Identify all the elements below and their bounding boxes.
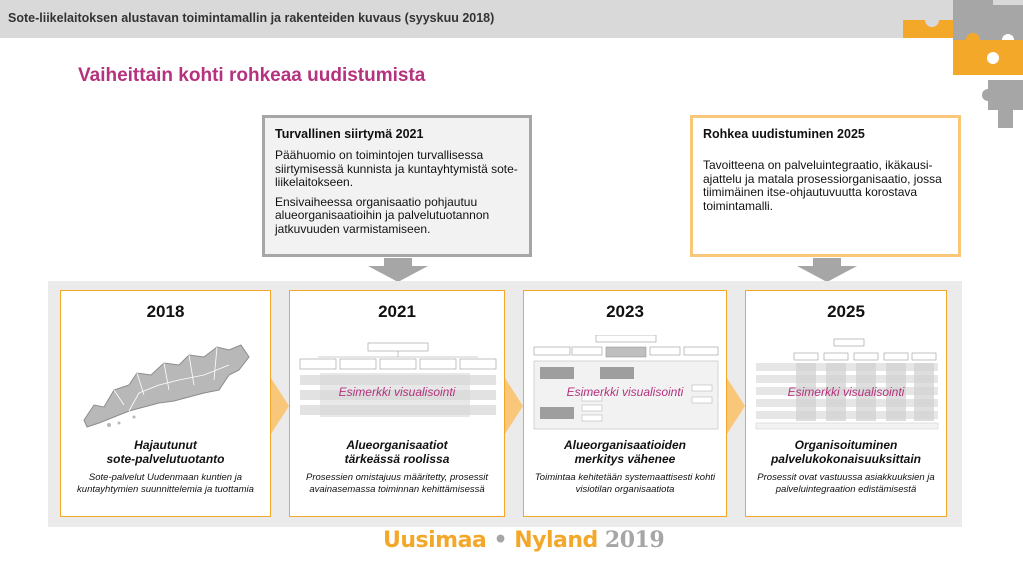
logo-year: 2019 (604, 527, 665, 553)
chevron-right-icon (505, 378, 523, 434)
card-title-line: Hajautunut (134, 438, 197, 452)
card-title-line: Organisoituminen (794, 438, 898, 452)
visual-placeholder-label: Esimerkki visualisointi (566, 385, 684, 399)
callout-title: Rohkea uudistuminen 2025 (703, 127, 865, 141)
card-title-line: Alueorganisaatioiden (563, 438, 687, 452)
document-title: Sote-liikelaitoksen alustavan toimintamallin ja rakenteiden kuvaus (syyskuu 2018) (8, 11, 495, 25)
timeline-card-2021 (289, 290, 505, 517)
down-arrow-icon (795, 258, 859, 282)
card-year: 2025 (827, 302, 865, 321)
card-description: Prosessien omistajuus määritetty, prosessit avainasemassa toiminnan kehittämisessä (306, 472, 488, 495)
visual-placeholder-label: Esimerkki visualisointi (338, 385, 456, 399)
callout-title: Turvallinen siirtymä 2021 (275, 127, 424, 141)
callout-paragraph: Päähuomio on toimintojen turvallisessa siirtymisessä kunnista ja kuntayhtymistä sote-liikelaitokseen. (275, 148, 518, 189)
logo-text: Nyland (514, 528, 598, 553)
logo-text: Uusimaa (383, 528, 487, 553)
card-title (524, 438, 726, 466)
card-title-line: tärkeässä roolissa (344, 452, 450, 466)
card-year: 2023 (606, 302, 644, 321)
card-title-line: merkitys vähenee (574, 452, 676, 466)
page-heading: Vaiheittain kohti rohkeaa uudistumista (78, 65, 426, 86)
card-title (746, 438, 946, 466)
card-description: Toimintaa kehitetään systemaattisesti kohti visiotilan organisaatiota (534, 472, 716, 495)
matrix-chart-image (754, 335, 940, 431)
chevron-right-icon (727, 378, 745, 434)
card-year: 2018 (146, 302, 185, 321)
uusimaa-map-image (69, 335, 264, 431)
uusimaa-nyland-logo (383, 527, 664, 553)
org-chart-image (298, 335, 498, 431)
card-title-line: sote-palvelutuotanto (106, 452, 225, 466)
callout-paragraph: Tavoitteena on palveluintegraatio, ikäkausi-ajattelu ja matala prosessiorganisaatio, jossa tiimimäinen itse-ohjautuvuutta korostava toimintamalli. (703, 158, 942, 213)
card-year: 2021 (378, 302, 416, 321)
chevron-right-icon (271, 378, 289, 434)
timeline-card-2025 (745, 290, 947, 517)
org-chart-image (532, 335, 720, 431)
top-bar (0, 0, 1023, 38)
logo-separator: • (493, 527, 508, 553)
card-title-line: palvelukokonaisuuksittain (770, 452, 922, 466)
card-title (61, 438, 270, 466)
timeline-card-2023 (523, 290, 727, 517)
timeline-card-2018 (60, 290, 271, 517)
visual-placeholder-label: Esimerkki visualisointi (787, 385, 905, 399)
card-description: Sote-palvelut Uudenmaan kuntien ja kuntayhtymien suunnittelemia ja tuottamia (77, 472, 254, 495)
callout-paragraph: Ensivaiheessa organisaatio pohjautuu alueorganisaatioihin ja palvelutuotannon jatkuvuuden varmistamiseen. (275, 194, 490, 236)
card-title-line: Alueorganisaatiot (346, 438, 448, 452)
down-arrow-icon (366, 258, 430, 282)
callout-renewal-2025 (690, 115, 961, 257)
callout-transition-2021 (262, 115, 532, 257)
card-description: Prosessit ovat vastuussa asiakkuuksien ja palveluintegraation edistämisestä (757, 472, 935, 495)
card-title (290, 438, 504, 466)
